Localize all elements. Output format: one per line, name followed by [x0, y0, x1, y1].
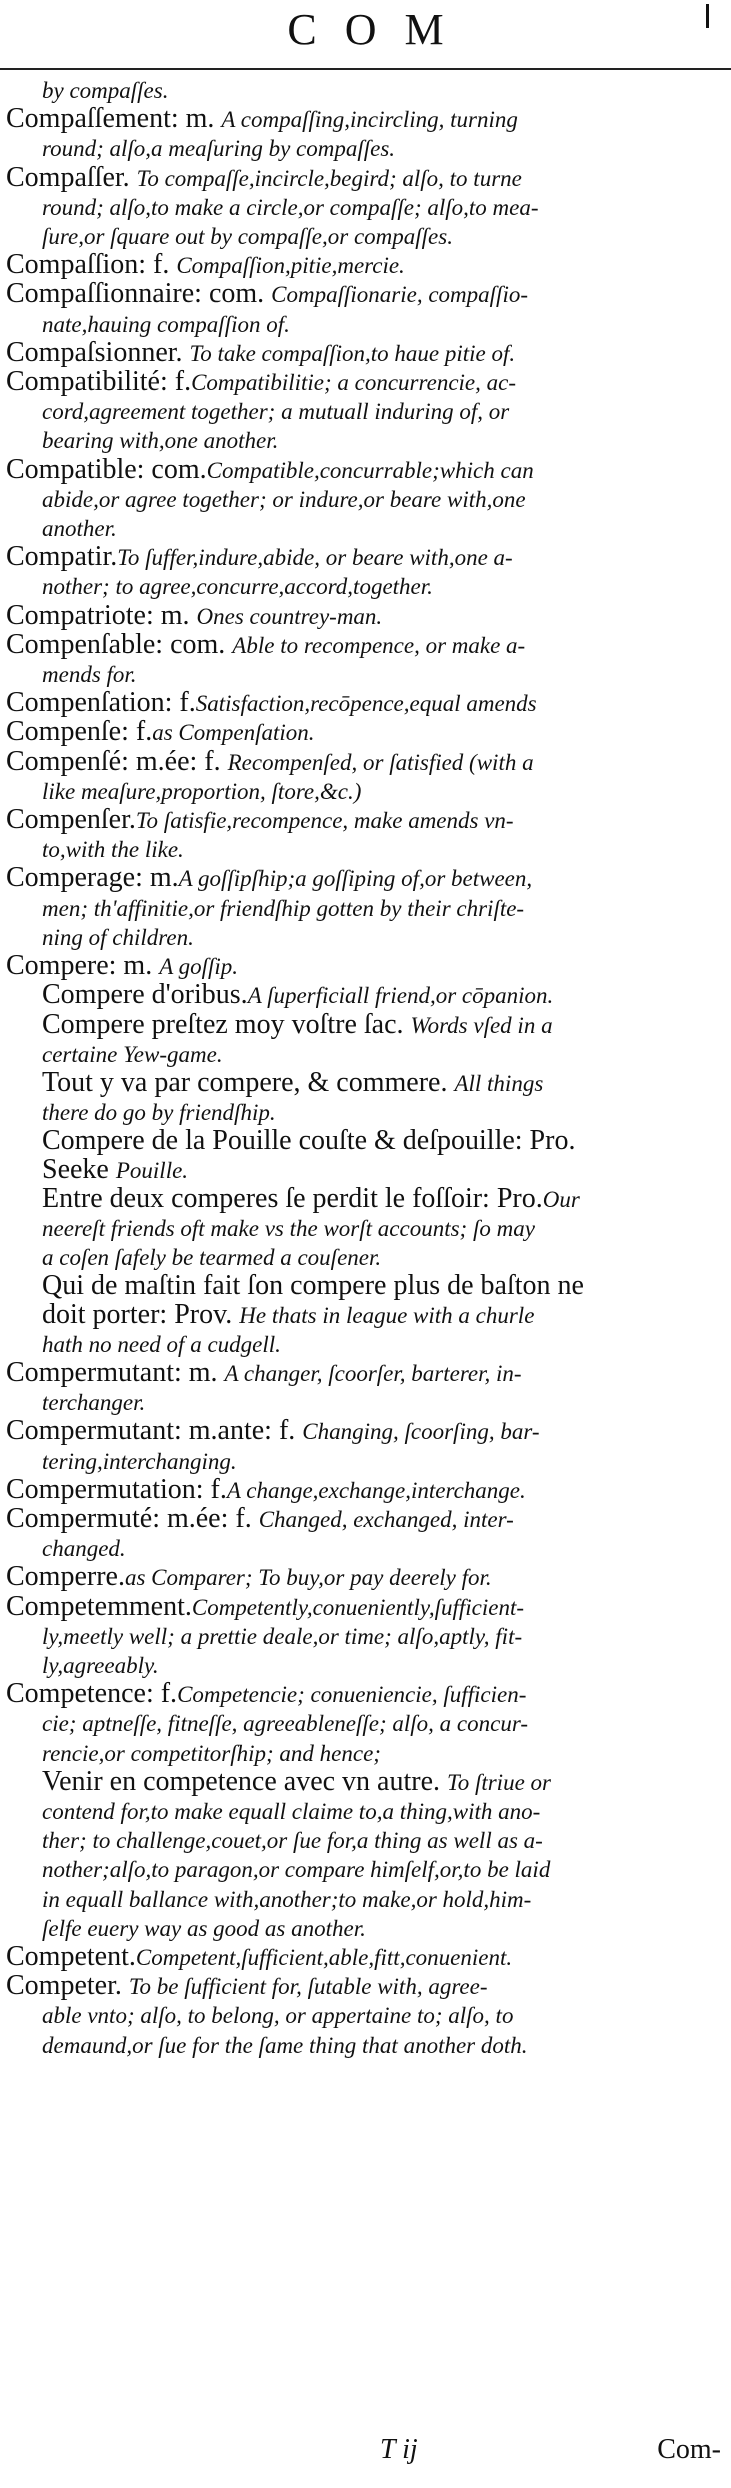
entry-line	[6, 1622, 723, 1651]
headword: Seeke	[42, 1153, 116, 1185]
dictionary-entry	[6, 543, 723, 601]
definition: Compatibilitie; a concurrencie, ac-	[191, 370, 516, 396]
definition: cord,agreement together; a mutuall induring of, or	[42, 399, 510, 425]
dictionary-entry	[6, 251, 723, 280]
subentry	[6, 1008, 723, 1069]
header-rule	[0, 68, 731, 70]
headword: Competer.	[6, 1970, 129, 2002]
definition: ſelfe euery way as good as another.	[42, 1915, 366, 1941]
headword: Compermutation: f.	[6, 1473, 227, 1505]
headword: Competence: f.	[6, 1678, 178, 1710]
subentry	[6, 1066, 723, 1127]
headword: Competemment.	[6, 1590, 192, 1622]
definition: as Comparer; To buy,or pay deerely for.	[124, 1565, 492, 1591]
entry-line	[6, 689, 723, 718]
definition: like meaſure,proportion, ſtore,&c.)	[42, 778, 362, 804]
entry-line	[6, 1651, 723, 1680]
definition: tering,interchanging.	[42, 1448, 237, 1474]
entry-line	[6, 660, 723, 689]
entry-line	[42, 1914, 723, 1943]
headword: Compatir.	[6, 541, 118, 573]
definition: Changing, ſcoorſing, bar-	[302, 1419, 540, 1445]
dictionary-entry	[6, 336, 723, 368]
headword: Compenſe: f.	[6, 716, 153, 748]
headword: doit porter: Prov.	[42, 1298, 240, 1330]
definition: round; alſo,a meaſuring by compaſſes.	[42, 136, 396, 162]
definition: Changed, exchanged, inter-	[258, 1506, 514, 1532]
definition: by compaſſes.	[42, 78, 169, 103]
entry-line	[6, 105, 723, 134]
headword: Compatible: com.	[6, 453, 207, 485]
entry-line	[6, 368, 723, 397]
headword: Competent.	[6, 1941, 136, 1972]
signature-mark: T ij	[380, 2434, 418, 2465]
definition: A goſſipſhip;a goſſiping of,or between,	[178, 866, 533, 892]
subentry	[6, 981, 723, 1010]
definition: A changer, ſcoorſer, barterer, in-	[224, 1360, 522, 1386]
entry-line	[42, 1153, 723, 1185]
definition: neereſt friends oft make vs the worſt accounts; ſo may	[42, 1215, 535, 1241]
entry-line	[42, 981, 723, 1010]
headword: Venir en competence avec vn autre.	[42, 1765, 448, 1797]
definition: able vnto; alſo, to belong, or appertaine to; alſo, to	[42, 2003, 514, 2029]
definition: ly,agreeably.	[42, 1652, 159, 1678]
entry-line	[6, 806, 723, 835]
entry-line	[6, 1739, 723, 1768]
entry-line	[42, 1765, 723, 1797]
entry-line	[6, 1356, 723, 1388]
headword: Entre deux comperes ſe perdit le foſſoir: Pro.	[42, 1182, 543, 1214]
definition: bearing with,one another.	[42, 428, 279, 454]
dictionary-entry	[6, 864, 723, 952]
entry-line	[6, 543, 723, 572]
entry-line	[42, 1040, 723, 1069]
dictionary-entry	[6, 952, 723, 981]
entry-line	[42, 1797, 723, 1826]
entry-line	[6, 923, 723, 952]
headword: Comperre.	[6, 1561, 125, 1593]
subentry	[6, 1182, 723, 1273]
dictionary-entry	[6, 453, 723, 544]
entry-line	[6, 453, 723, 485]
definition: All things	[454, 1070, 544, 1096]
definition: Competently,conueniently,ſufficient-	[191, 1594, 524, 1620]
headword: Compatriote: m.	[6, 599, 197, 631]
entry-line	[6, 1417, 723, 1446]
headword: Compaſſionnaire: com.	[6, 278, 272, 310]
dictionary-entry	[6, 745, 723, 806]
entry-line	[42, 1298, 723, 1330]
definition: hath no need of a cudgell.	[42, 1331, 281, 1357]
dictionary-entry	[6, 368, 723, 456]
headword: Compaſsionner.	[6, 336, 190, 368]
headword: Compaſſement: m.	[6, 103, 222, 135]
definition: another.	[42, 516, 117, 542]
entry-line	[6, 222, 723, 251]
dictionary-entry	[6, 689, 723, 718]
dictionary-entry	[6, 1356, 723, 1417]
catchword: Com-	[657, 2434, 721, 2465]
entry-line	[6, 1680, 723, 1709]
headword: Tout y va par compere, & commere.	[42, 1066, 455, 1098]
definition: ther; to challenge,couet,or ſue for,a thing as well as a-	[42, 1828, 543, 1854]
entry-line	[6, 718, 723, 747]
entry-line	[6, 628, 723, 660]
entry-line	[6, 745, 723, 777]
subentry	[6, 1127, 723, 1184]
definition: ning of children.	[42, 924, 194, 950]
headword: Compenſé: m.ée: f.	[6, 745, 228, 777]
dictionary-entry	[6, 1563, 723, 1592]
entry-line	[6, 1502, 723, 1534]
entry-line	[6, 1709, 723, 1738]
definition: A change,exchange,interchange.	[226, 1477, 526, 1503]
definition: mends for.	[42, 662, 137, 688]
entry-line	[6, 336, 723, 368]
entry-line	[6, 1473, 723, 1505]
entry-line	[6, 280, 723, 309]
page-header	[0, 0, 731, 66]
headword: Compere de la Pouille couſte & deſpouille: Pro.	[42, 1125, 576, 1157]
definition: as Compenſation.	[152, 720, 315, 746]
entry-line	[6, 1388, 723, 1417]
entry-line	[6, 193, 723, 222]
definition: Competencie; conueniencie, ſufficien-	[177, 1682, 527, 1708]
dictionary-entry	[6, 599, 723, 631]
definition: A goſſip.	[159, 954, 239, 980]
entry-line	[42, 1330, 723, 1359]
definition: men; th'affinitie,or friendſhip gotten by their chriſte-	[42, 895, 525, 921]
definition: changed.	[42, 1536, 126, 1562]
headword: Compatibilité: f.	[6, 366, 192, 398]
definition: To be ſufficient for, ſutable with, agree-	[128, 1974, 488, 2000]
entry-line	[6, 777, 723, 806]
definition: Compaſſion,pitie,mercie.	[176, 253, 405, 279]
entry-line	[6, 864, 723, 893]
definition: Pouille.	[115, 1157, 189, 1183]
entry-line	[6, 572, 723, 601]
definition: certaine Yew-game.	[42, 1041, 223, 1067]
dictionary-entry	[6, 1943, 723, 1972]
entry-line	[6, 426, 723, 455]
definition: there do go by friendſhip.	[42, 1100, 276, 1126]
definition: A compaſſing,incircling, turning	[221, 107, 518, 133]
entry-line	[42, 1182, 723, 1214]
definition: ſure,or ſquare out by compaſſe,or compaſſes.	[42, 224, 453, 250]
headword: Compere preſtez moy voſtre ſac.	[42, 1008, 411, 1040]
definition: Words vſed in a	[410, 1012, 553, 1038]
dictionary-entry	[6, 1473, 723, 1505]
subentry	[6, 1272, 723, 1359]
entry-line	[6, 485, 723, 514]
entry-line	[42, 1826, 723, 1855]
definition: Compatible,concurrable;which can	[206, 457, 534, 483]
entry-line	[6, 2001, 723, 2030]
entry-line	[6, 514, 723, 543]
dictionary-entry	[6, 718, 723, 747]
entry-line	[6, 894, 723, 923]
definition: He thats in league with a churle	[239, 1302, 535, 1328]
definition: To ſuffer,indure,abide, or beare with,one a-	[117, 545, 513, 571]
headword: Compermutant: m.ante: f.	[6, 1415, 303, 1447]
page-footer	[0, 2430, 731, 2470]
headword: Compermutant: m.	[6, 1356, 225, 1388]
entry-line	[6, 1943, 723, 1972]
definition: nother; to agree,concurre,accord,together.	[42, 574, 433, 600]
dictionary-entry	[6, 1502, 723, 1563]
entry-line	[42, 1243, 723, 1272]
headword: Compaſſion: f.	[6, 249, 177, 281]
definition: Our	[542, 1186, 580, 1212]
entry-line	[6, 1563, 723, 1592]
entry-line	[6, 310, 723, 339]
entry-line	[6, 835, 723, 864]
dictionary-entry	[6, 280, 723, 338]
dictionary-entry	[6, 806, 723, 864]
definition: to,with the like.	[42, 837, 184, 863]
headword: Compenſable: com.	[6, 628, 233, 660]
entry-line	[6, 1534, 723, 1563]
entry-line	[42, 1008, 723, 1040]
dictionary-entry	[6, 628, 723, 689]
entry-line	[6, 1590, 723, 1622]
definition: abide,or agree together; or indure,or beare with,one	[42, 486, 526, 512]
definition: Recompenſed, or ſatisfied (with a	[227, 749, 534, 775]
entry-line	[6, 1972, 723, 2001]
entry-line	[6, 952, 723, 981]
definition: Able to recompence, or make a-	[232, 632, 526, 658]
entry-line	[6, 251, 723, 280]
definition: terchanger.	[42, 1390, 146, 1416]
entry-line	[42, 1885, 723, 1914]
subentry	[6, 1765, 723, 1943]
definition: A ſuperficiall friend,or cōpanion.	[247, 983, 554, 1009]
page-title: COM	[287, 5, 472, 54]
entry-line	[42, 1214, 723, 1243]
entry-line	[42, 1272, 723, 1300]
definition: To ſatisfie,recompence, make amends vn-	[135, 808, 514, 834]
definition: a coſen ſafely be tearmed a couſener.	[42, 1245, 382, 1271]
headword: Compenſation: f.	[6, 687, 196, 719]
dictionary-entry	[6, 105, 723, 163]
entry-line	[42, 76, 723, 105]
entry-line	[42, 1127, 723, 1155]
dictionary-entry	[6, 1972, 723, 2060]
headword: Compere: m.	[6, 950, 160, 982]
definition: To compaſſe,incircle,begird; alſo, to turne	[136, 165, 522, 191]
entry-line	[6, 134, 723, 163]
entry-line	[42, 1066, 723, 1098]
definition: contend for,to make equall claime to,a thing,with ano-	[42, 1798, 541, 1824]
entry-line	[42, 1855, 723, 1884]
definition: To take compaſſion,to haue pitie of.	[189, 340, 516, 366]
definition: nother;alſo,to paragon,or compare himſelf,or,to be laid	[42, 1857, 551, 1883]
headword: Compermuté: m.ée: f.	[6, 1502, 259, 1534]
definition: in equall ballance with,another;to make,or hold,him-	[42, 1886, 532, 1912]
entry-line	[6, 2031, 723, 2060]
headword: Comperage: m.	[6, 862, 179, 894]
entry-line	[6, 397, 723, 426]
definition: Ones countrey-man.	[196, 603, 383, 629]
definition: cie; aptneſſe, fitneſſe, agreeableneſſe; alſo, a concur-	[42, 1711, 528, 1737]
dictionary-column	[6, 76, 723, 2060]
entry-line	[6, 599, 723, 631]
definition: rencie,or competitorſhip; and hence;	[42, 1740, 381, 1766]
definition: nate,hauing compaſſion of.	[42, 311, 290, 337]
definition: Compaſſionarie, compaſſio-	[271, 282, 528, 308]
dictionary-entry	[6, 1590, 723, 1681]
headword: Compenſer.	[6, 804, 136, 836]
dictionary-entry	[6, 1417, 723, 1475]
dictionary-entry	[6, 161, 723, 252]
dictionary-entry	[6, 76, 723, 105]
headword: Compere d'oribus.	[42, 979, 248, 1011]
headword: Qui de maſtin fait ſon compere plus de baſton ne	[42, 1270, 584, 1302]
entry-line	[42, 1098, 723, 1127]
definition: round; alſo,to make a circle,or compaſſe; alſo,to mea-	[42, 194, 539, 220]
entry-line	[6, 1447, 723, 1476]
dictionary-entry	[6, 1680, 723, 1768]
definition: To ſtriue or	[447, 1769, 551, 1795]
definition: demaund,or ſue for the ſame thing that another doth.	[42, 2032, 528, 2058]
headword: Compaſſer.	[6, 161, 137, 193]
definition: ly,meetly well; a prettie deale,or time; alſo,aptly, fit-	[42, 1623, 523, 1649]
definition: Satisfaction,recōpence,equal amends	[195, 691, 537, 717]
definition: Competent,ſufficient,able,fitt,conuenient.	[135, 1945, 513, 1970]
entry-line	[6, 161, 723, 193]
